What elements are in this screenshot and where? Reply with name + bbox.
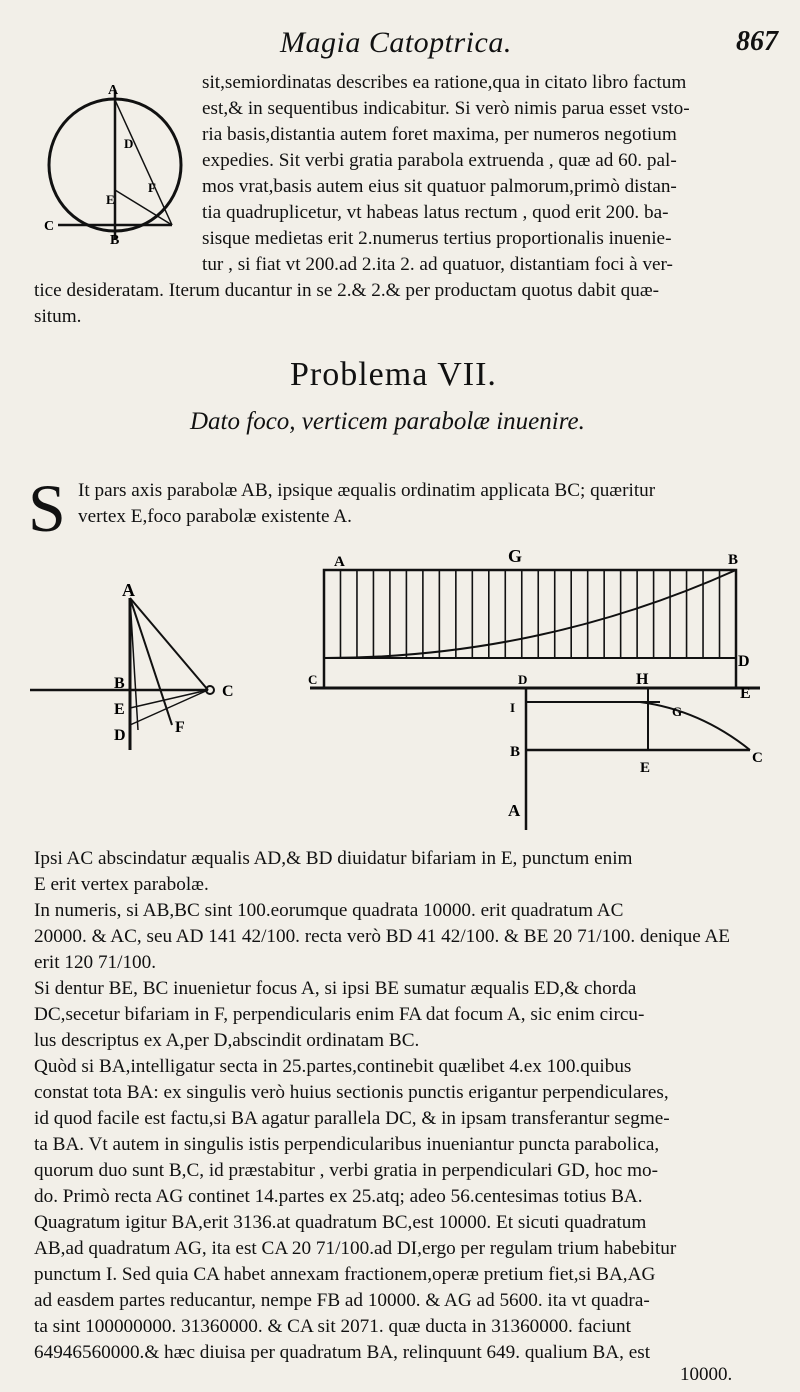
fig-triangle-label-C: C: [222, 683, 234, 700]
drop-cap: S: [28, 470, 66, 546]
text-line: punctum I. Sed quia CA habet annexam fractionem,operæ pretium fiet,si BA,AG: [34, 1264, 656, 1285]
fig-circle-label-C: C: [44, 219, 55, 234]
text-line: tia quadruplicetur, vt habeas latus rectum , quod erit 200. ba-: [202, 202, 669, 223]
fig-grid-label-A: A: [334, 554, 345, 570]
catchword: 10000.: [680, 1364, 733, 1385]
fig-grid-label-G: G: [508, 546, 523, 566]
fig-circle-label-D: D: [124, 136, 134, 151]
fig-grid-label-E2: E: [640, 760, 651, 776]
fig-grid-label-B: B: [728, 552, 739, 568]
text-line: 20000. & AC, seu AD 141 42/100. recta verò BD 41 42/100. & BE 20 71/100. denique AE: [34, 926, 731, 947]
text-line: E erit vertex parabolæ.: [34, 874, 209, 895]
circle-figure: [30, 80, 200, 255]
fig-circle-label-B: B: [110, 233, 120, 248]
text-line: est,& in sequentibus indicabitur. Si verò nimis parua esset vsto-: [202, 98, 690, 119]
fig-triangle-label-B: B: [114, 675, 125, 692]
fig-grid-label-H: H: [636, 671, 649, 688]
fig-grid-label-C2: C: [752, 750, 763, 766]
fig-grid-label-C: C: [308, 672, 318, 687]
text-line: sisque medietas erit 2.numerus tertius proportionalis inuenie-: [202, 228, 672, 249]
text-line: lus descriptus ex A,per D,abscindit ordinatam BC.: [34, 1030, 420, 1051]
text-line: id quod facile est factu,si BA agatur parallela DC, & in ipsam transferantur segme-: [34, 1108, 670, 1129]
text-line: situm.: [34, 306, 82, 327]
text-line: Quagratum igitur BA,erit 3136.at quadratum BC,est 10000. Et sicuti quadratum: [34, 1212, 647, 1233]
text-line: erit 120 71/100.: [34, 952, 157, 973]
fig-circle-label-A: A: [108, 83, 119, 98]
text-line: Si dentur BE, BC inuenietur focus A, si ipsi BE sumatur æqualis ED,& chorda: [34, 978, 637, 999]
text-line: Ipsi AC abscindatur æqualis AD,& BD diuidatur bifariam in E, punctum enim: [34, 848, 633, 869]
running-head: [0, 18, 800, 58]
text-line: do. Primò recta AG continet 14.partes ex 25.atq; adeo 56.centesimas totius BA.: [34, 1186, 643, 1207]
problem-title: Problema VII.: [290, 356, 497, 393]
text-line: DC,secetur bifariam in F, perpendicularis enim FA dat focum A, sic enim circu-: [34, 1004, 645, 1025]
fig-grid-label-B2: B: [510, 744, 521, 760]
fig-triangle-label-F: F: [175, 719, 185, 736]
text-line: AB,ad quadratum AG, ita est CA 20 71/100.ad DI,ergo per regulam trium habebitur: [34, 1238, 677, 1259]
fig-grid-label-D2: D: [518, 672, 528, 687]
fig-triangle-label-E: E: [114, 701, 125, 718]
fig-grid-label-I: I: [510, 700, 516, 715]
text-line: ad easdem partes reducantur, nempe FB ad 10000. & AG ad 5600. ita vt quadra-: [34, 1290, 650, 1311]
text-line: ria basis,distantia autem foret maxima, per numeros negotium: [202, 124, 677, 145]
fig-circle-label-F: F: [148, 180, 156, 195]
text-line: expedies. Sit verbi gratia parabola extruenda , quæ ad 60. pal-: [202, 150, 677, 171]
text-line: sit,semiordinatas describes ea ratione,qua in citato libro factum: [202, 72, 687, 93]
running-title: Magia Catoptrica.: [280, 26, 512, 59]
page-number: 867: [736, 26, 778, 57]
fig-grid-label-E: E: [740, 685, 751, 702]
text-line: mos vrat,basis autem eius sit quatuor palmorum,primò distan-: [202, 176, 677, 197]
triangle-figure: [30, 580, 250, 820]
text-line: ta BA. Vt autem in singulis istis perpendicularibus inueniantur puncta parabolica,: [34, 1134, 660, 1155]
fig-grid-label-G2: G: [672, 704, 683, 719]
grid-verticals: [340, 570, 719, 658]
fig-circle-label-E: E: [106, 192, 115, 207]
text-line: vertex E,foco parabolæ existente A.: [78, 506, 352, 527]
fig-grid-label-A2: A: [508, 801, 521, 820]
fig-triangle-label-D: D: [114, 727, 126, 744]
text-line: tur , si fiat vt 200.ad 2.ita 2. ad quatuor, distantiam foci à ver-: [202, 254, 673, 275]
problem-subtitle: Dato foco, verticem parabolæ inuenire.: [190, 408, 585, 435]
fig-triangle-label-A: A: [122, 580, 135, 600]
parabola-grid-figure: [300, 540, 780, 840]
text-line: quorum duo sunt B,C, id præstabitur , verbi gratia in perpendiculari GD, hoc mo-: [34, 1160, 659, 1181]
text-line: In numeris, si AB,BC sint 100.eorumque quadrata 10000. erit quadratum AC: [34, 900, 624, 921]
text-line: constat tota BA: ex singulis verò huius sectionis punctis erigantur perpendiculares,: [34, 1082, 669, 1103]
text-line: It pars axis parabolæ AB, ipsique æqualis ordinatim applicata BC; quæritur: [78, 480, 656, 501]
text-line: ta sint 100000000. 31360000. & CA sit 2071. quæ ducta in 31360000. faciunt: [34, 1316, 631, 1337]
text-line: Quòd si BA,intelligatur secta in 25.partes,continebit quælibet 4.ex 100.quibus: [34, 1056, 632, 1077]
text-line: 64946560000.& hæc diuisa per quadratum BA, relinquunt 649. qualium BA, est: [34, 1342, 651, 1363]
fig-grid-label-D: D: [738, 653, 750, 670]
text-line: tice desideratam. Iterum ducantur in se 2.& 2.& per productam quotus dabit quæ-: [34, 280, 660, 301]
